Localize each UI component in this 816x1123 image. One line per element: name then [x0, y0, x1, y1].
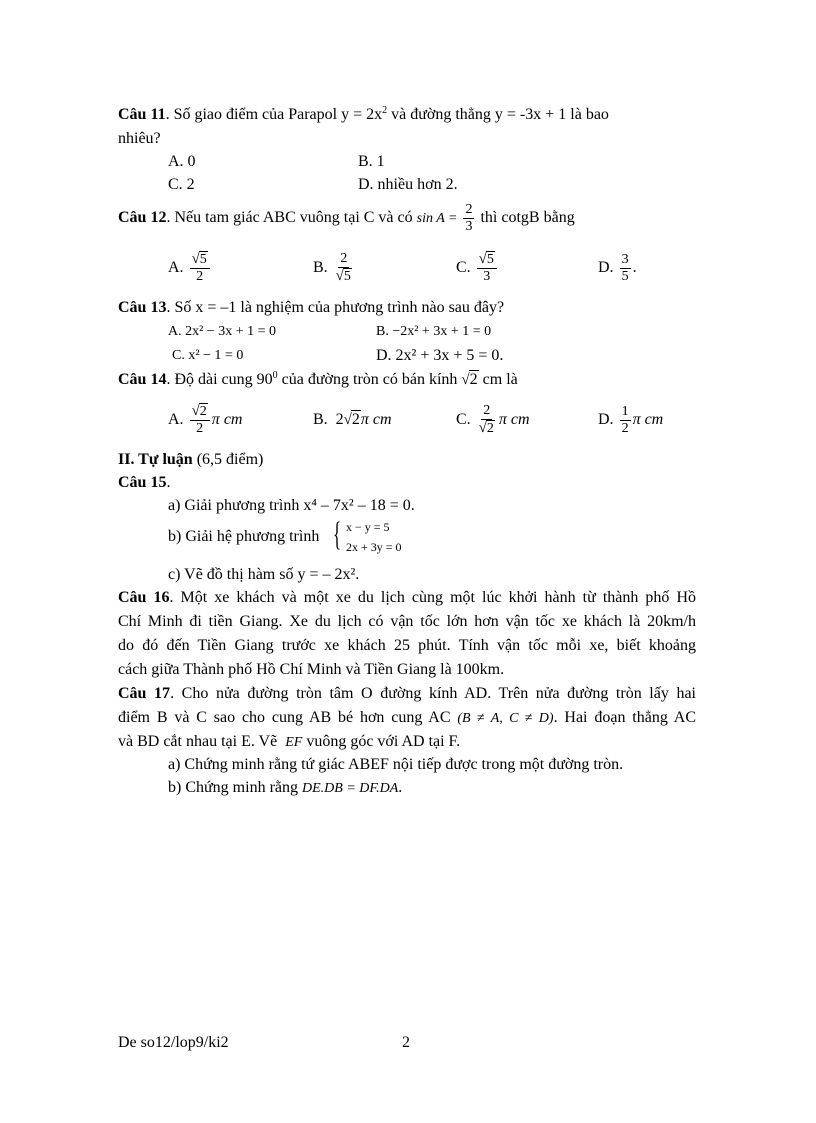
q15-part-a: a) Giải phương trình x⁴ – 7x² – 18 = 0.	[168, 497, 415, 514]
q12-option-d: D. $\frac{3}{5}$ .	[598, 251, 637, 284]
q16-line1: Câu 16. Một xe khách và một xe du lịch cùng một lúc khởi hành từ thành phố Hồ	[118, 589, 697, 606]
q14-radius: √2	[461, 371, 478, 388]
q13-option-b: B. −2x² + 3x + 1 = 0	[376, 324, 492, 339]
q16-line4: cách giữa Thành phố Hồ Chí Minh và Tiền Giang là 100km.	[118, 661, 505, 678]
q12-fraction: $\frac{2}{3}$	[465, 201, 473, 234]
q13-option-d: D. 2x² + 3x + 5 = 0.	[376, 347, 504, 364]
q17-line3: và BD cắt nhau tại E. Vẽ EF vuông góc với AD tại F.	[118, 733, 461, 750]
q13-option-a: A. 2x² − 3x + 1 = 0	[168, 324, 276, 339]
q15-part-b: b) Giải hệ phương trình	[168, 528, 320, 545]
q16-line2: Chí Minh đi tiền Giang. Xe du lịch có vận tốc lớn hơn vận tốc xe khách là 20km/h	[118, 613, 696, 630]
q14-label: Câu 14	[118, 371, 167, 388]
q12-option-c: C. $\frac{√5}{3}$	[456, 248, 499, 288]
q12-option-a: A. $\frac{√5}{2}$	[168, 248, 212, 288]
q14-option-a: A. $\frac{√2}{2}$ π cm	[168, 403, 243, 437]
q15-label: Câu 15.	[118, 474, 171, 491]
section-2-title: II. Tự luận (6,5 điểm)	[118, 451, 264, 468]
q13-label: Câu 13	[118, 299, 167, 316]
q12-label: Câu 12	[118, 209, 167, 226]
q17-line1: Câu 17. Cho nửa đường tròn tâm O đường kính AD. Trên nửa đường tròn lấy hai	[118, 685, 697, 702]
q15-system-eq2: 2x + 3y = 0	[346, 540, 402, 554]
footer-page-number: 2	[402, 1034, 410, 1051]
q17-part-a: a) Chứng minh rằng tứ giác ABEF nội tiếp được trong một đường tròn.	[168, 756, 624, 773]
q12-line1: Câu 12. Nếu tam giác ABC vuông tại C và có sin A = $\frac{2}{3}$ thì cotgB bằng	[118, 201, 575, 234]
q12-option-b: B. $\frac{2}{√5}$	[313, 251, 351, 285]
q11-option-c: C. 2	[168, 176, 195, 193]
q11-line2: nhiêu?	[118, 130, 161, 147]
q11-label: Câu 11	[118, 106, 166, 123]
q17-line2: điểm B và C sao cho cung AB bé hơn cung AC (B ≠ A, C ≠ D). Hai đoạn thẳng AC	[118, 709, 697, 726]
q11-line1: Câu 11. Số giao điểm của Parapol $y = 2x^2$ và đường thẳng y = -3x + 1 là bao	[118, 105, 609, 123]
q14-option-b: B. 2√2π cm	[313, 411, 392, 428]
q16-line3: do đó đến Tiền Giang trước xe khách 25 phút. Tính vận tốc mỗi xe, biết khoảng	[118, 637, 696, 654]
q17-part-b: b) Chứng minh rằng DE.DB = DF.DA.	[168, 779, 403, 796]
q11-option-d: D. nhiều hơn 2.	[358, 176, 458, 193]
footer-doc-id: De so12/lop9/ki2	[118, 1034, 229, 1051]
q13-line1: Câu 13. Số x = –1 là nghiệm của phương trình nào sau đây?	[118, 299, 505, 316]
q14-line1: Câu 14. Độ dài cung $90^0$ của đường tròn có bán kính √2 cm là	[118, 370, 518, 388]
q15-system-brace: {	[333, 516, 342, 553]
q15-system-eq1: x − y = 5	[346, 520, 390, 534]
q11-option-a: A. 0	[168, 153, 196, 170]
q15-part-c: c) Vẽ đồ thị hàm số y = – 2x².	[168, 566, 360, 583]
q14-option-c: C. $\frac{2}{√2}$ π cm	[456, 403, 530, 437]
q13-option-c: C. x² − 1 = 0	[172, 348, 244, 363]
q11-option-b: B. 1	[358, 153, 385, 170]
q14-option-d: D. $\frac{1}{2}$ π cm	[598, 403, 664, 436]
